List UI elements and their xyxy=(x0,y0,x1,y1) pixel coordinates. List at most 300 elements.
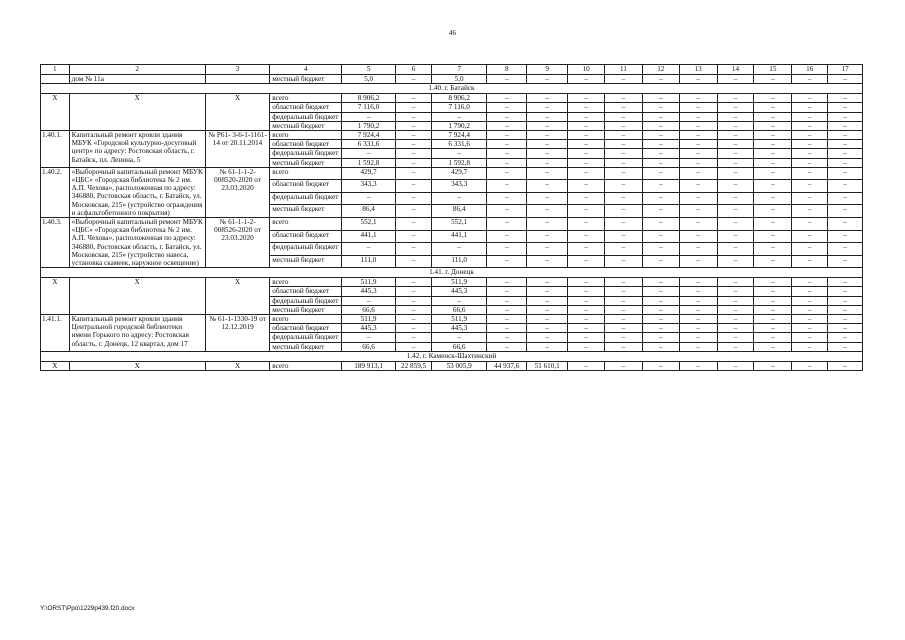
expertise-document: № Р61- 3-6-1-1161-14 от 20.11.2014 xyxy=(205,131,269,168)
cell-empty-col16: – xyxy=(792,140,828,149)
cell-empty-col10: – xyxy=(568,278,605,287)
cell-empty-col12: – xyxy=(642,230,679,243)
header-col-14: 14 xyxy=(717,65,754,75)
value-col6: – xyxy=(396,158,432,167)
cell-empty-col14: – xyxy=(717,192,754,205)
object-name: «Выборочный капитальный ремонт МБУК «ЦБС» «Городская библиотека № 2 им. А.П. Чехова», расположенная по адресу: 346880, Ростовская область, г. Батайск, ул. Московская, 215» (устройство навеса, установка скамеек, наружное освещение) xyxy=(69,218,205,268)
cell-empty-col9: – xyxy=(527,278,568,287)
cell-empty-col13: – xyxy=(679,218,717,231)
cell-empty-col14: – xyxy=(717,158,754,167)
cell-empty-col13: – xyxy=(679,205,717,218)
cell-empty-col16: – xyxy=(792,278,828,287)
cell-empty-col10: – xyxy=(568,255,605,268)
cell-empty-col15: – xyxy=(754,158,792,167)
cell-empty-col12: – xyxy=(642,180,679,193)
cell-empty-col15: – xyxy=(754,342,792,351)
cell-empty-col13: – xyxy=(679,361,717,370)
cell-empty-col16: – xyxy=(792,305,828,314)
cell-empty-col10: – xyxy=(568,205,605,218)
cell-empty-col8: – xyxy=(487,278,527,287)
value-col7: 552,1 xyxy=(432,218,487,231)
cell-empty-col16: – xyxy=(792,255,828,268)
value-col5: 552,1 xyxy=(341,218,395,231)
cell-empty-col17: – xyxy=(828,315,863,324)
cell-empty-col9: – xyxy=(527,230,568,243)
value-col5: 111,0 xyxy=(341,255,395,268)
value-col6: – xyxy=(396,131,432,140)
value-col9: 51 610,1 xyxy=(527,361,568,370)
cell-empty-col11: – xyxy=(604,149,642,158)
cell-empty-col12: – xyxy=(642,361,679,370)
cell-empty-col13: – xyxy=(679,140,717,149)
cell-empty-col9: – xyxy=(527,180,568,193)
table-row xyxy=(41,361,863,370)
value-col7: 5,0 xyxy=(432,75,487,84)
cell-x: Х xyxy=(205,278,269,315)
cell-empty-col13: – xyxy=(679,180,717,193)
value-col6: – xyxy=(396,287,432,296)
value-col7: 8 906,2 xyxy=(432,94,487,103)
cell-empty-col8: – xyxy=(487,75,527,84)
header-col-5: 5 xyxy=(341,65,395,75)
section-title: 1.40. г. Батайск xyxy=(41,84,863,94)
cell-empty-col8: – xyxy=(487,112,527,121)
cell-empty-col13: – xyxy=(679,287,717,296)
cell-empty-col10: – xyxy=(568,112,605,121)
value-col7: 7 116,0 xyxy=(432,103,487,112)
cell-empty-col17: – xyxy=(828,112,863,121)
cell-empty-col9: – xyxy=(527,243,568,256)
cell-empty-col11: – xyxy=(604,296,642,305)
header-col-16: 16 xyxy=(792,65,828,75)
cell-empty-col11: – xyxy=(604,278,642,287)
cell-empty-col8: – xyxy=(487,296,527,305)
value-col5: 511,9 xyxy=(341,278,395,287)
value-col7: – xyxy=(432,333,487,342)
cell-empty-col11: – xyxy=(604,333,642,342)
cell-empty-col14: – xyxy=(717,131,754,140)
value-col5: 7 924,4 xyxy=(341,131,395,140)
funding-source: федеральный бюджет xyxy=(270,112,342,121)
cell-empty-col11: – xyxy=(604,324,642,333)
file-path: Y:\ORST\Ppo\1229p439.f20.docx xyxy=(40,605,135,612)
value-col5: – xyxy=(341,112,395,121)
cell-empty-col10: – xyxy=(568,315,605,324)
cell-empty-col17: – xyxy=(828,255,863,268)
cell-empty-col11: – xyxy=(604,192,642,205)
cell-empty-col8: – xyxy=(487,131,527,140)
item-number: 1.40.2. xyxy=(41,167,70,217)
value-col7: 66,6 xyxy=(432,342,487,351)
section-header-row xyxy=(41,84,863,94)
cell-empty-col9: – xyxy=(527,192,568,205)
funding-source: федеральный бюджет xyxy=(270,333,342,342)
table-body xyxy=(41,65,863,371)
value-col7: 66,6 xyxy=(432,305,487,314)
funding-source: местный бюджет xyxy=(270,255,342,268)
cell-empty-col8: – xyxy=(487,218,527,231)
value-col5: 7 116,0 xyxy=(341,103,395,112)
header-row xyxy=(41,65,863,75)
cell-empty-col11: – xyxy=(604,230,642,243)
cell-empty-col12: – xyxy=(642,205,679,218)
funding-source: местный бюджет xyxy=(270,305,342,314)
value-col7: 441,1 xyxy=(432,230,487,243)
object-name: Капитальный ремонт кровли здания Центральной городской библиотеки имени Горького по адресу: Ростовская область, г. Донецк, 12 квартал, дом 17 xyxy=(69,315,205,352)
cell-empty-col15: – xyxy=(754,140,792,149)
cell-empty-col10: – xyxy=(568,103,605,112)
cell-empty-col9: – xyxy=(527,149,568,158)
funding-source: федеральный бюджет xyxy=(270,296,342,305)
cell-empty-col8: – xyxy=(487,305,527,314)
cell-empty-col12: – xyxy=(642,305,679,314)
cell-empty-col11: – xyxy=(604,112,642,121)
value-col5: 5,0 xyxy=(341,75,395,84)
cell-empty-col9: – xyxy=(527,205,568,218)
cell-empty-col16: – xyxy=(792,296,828,305)
cell-empty-col14: – xyxy=(717,255,754,268)
cell-empty-col16: – xyxy=(792,324,828,333)
cell-empty-col12: – xyxy=(642,94,679,103)
cell-empty-col16: – xyxy=(792,167,828,180)
cell-empty-col14: – xyxy=(717,287,754,296)
value-col6: – xyxy=(396,140,432,149)
cell-empty-col11: – xyxy=(604,205,642,218)
funding-source: федеральный бюджет xyxy=(270,149,342,158)
cell-empty-col17: – xyxy=(828,287,863,296)
section-header-row xyxy=(41,351,863,361)
cell-empty-col13: – xyxy=(679,278,717,287)
cell-x: Х xyxy=(41,94,70,131)
cell-empty-col11: – xyxy=(604,255,642,268)
cell-empty-col9: – xyxy=(527,315,568,324)
cell-empty-col16: – xyxy=(792,121,828,130)
cell-empty-col13: – xyxy=(679,158,717,167)
table-row xyxy=(41,167,863,180)
cell-empty-col15: – xyxy=(754,333,792,342)
cell-empty-col8: – xyxy=(487,94,527,103)
cell-empty-col16: – xyxy=(792,361,828,370)
header-col-8: 8 xyxy=(487,65,527,75)
value-col7: 53 005,9 xyxy=(432,361,487,370)
header-col-4: 4 xyxy=(270,65,342,75)
value-col5: 445,3 xyxy=(341,324,395,333)
cell-empty-col16: – xyxy=(792,218,828,231)
cell-empty-col8: – xyxy=(487,158,527,167)
value-col6: – xyxy=(396,243,432,256)
value-col5: 343,3 xyxy=(341,180,395,193)
cell-empty-col12: – xyxy=(642,103,679,112)
cell-empty-col10: – xyxy=(568,230,605,243)
cell-empty-col16: – xyxy=(792,149,828,158)
cell-x: Х xyxy=(69,278,205,315)
value-col7: 511,9 xyxy=(432,315,487,324)
cell-empty-col13: – xyxy=(679,255,717,268)
cell-empty-col11: – xyxy=(604,287,642,296)
cell-empty-col17: – xyxy=(828,192,863,205)
cell-empty-col10: – xyxy=(568,158,605,167)
cell-empty-col14: – xyxy=(717,149,754,158)
cell-empty-col16: – xyxy=(792,103,828,112)
funding-source: федеральный бюджет xyxy=(270,192,342,205)
cell-empty-col13: – xyxy=(679,305,717,314)
header-col-12: 12 xyxy=(642,65,679,75)
cell-empty-col15: – xyxy=(754,278,792,287)
table-row xyxy=(41,218,863,231)
funding-source: всего xyxy=(270,218,342,231)
cell-empty-col11: – xyxy=(604,121,642,130)
cell-empty-col9: – xyxy=(527,305,568,314)
cell-empty-col17: – xyxy=(828,305,863,314)
header-col-3: 3 xyxy=(205,65,269,75)
cell-empty-col10: – xyxy=(568,361,605,370)
cell-empty-col9: – xyxy=(527,75,568,84)
cell-empty-col13: – xyxy=(679,94,717,103)
cell-empty-col13: – xyxy=(679,149,717,158)
cell-empty-col9: – xyxy=(527,121,568,130)
cell-empty-col17: – xyxy=(828,342,863,351)
budget-table xyxy=(40,64,863,371)
cell-empty-col16: – xyxy=(792,112,828,121)
cell-empty-col10: – xyxy=(568,94,605,103)
cell-empty-col9: – xyxy=(527,255,568,268)
cell-empty-col17: – xyxy=(828,324,863,333)
cell-empty-col8: – xyxy=(487,121,527,130)
cell-empty-col17: – xyxy=(828,75,863,84)
funding-source: всего xyxy=(270,94,342,103)
value-col7: 86,4 xyxy=(432,205,487,218)
cell-empty-col14: – xyxy=(717,103,754,112)
value-col6: 22 859,5 xyxy=(396,361,432,370)
cell-empty-col11: – xyxy=(604,305,642,314)
cell-empty-col17: – xyxy=(828,333,863,342)
cell-empty-col10: – xyxy=(568,296,605,305)
cell-empty-col13: – xyxy=(679,342,717,351)
cell-empty-col8: – xyxy=(487,149,527,158)
cell-empty-col12: – xyxy=(642,333,679,342)
funding-source: областной бюджет xyxy=(270,230,342,243)
cell-empty-col10: – xyxy=(568,218,605,231)
cell-empty-col15: – xyxy=(754,180,792,193)
cell-empty-col14: – xyxy=(717,121,754,130)
cell-empty-col8: – xyxy=(487,333,527,342)
value-col5: 6 331,6 xyxy=(341,140,395,149)
cell-empty-col15: – xyxy=(754,75,792,84)
cell-x: Х xyxy=(69,361,205,370)
cell-empty-col15: – xyxy=(754,218,792,231)
value-col7: – xyxy=(432,296,487,305)
cell-empty-col8: – xyxy=(487,230,527,243)
cell-empty-col9: – xyxy=(527,103,568,112)
value-col5: 445,3 xyxy=(341,287,395,296)
value-col6: – xyxy=(396,315,432,324)
value-col5: 189 913,1 xyxy=(341,361,395,370)
cell-empty-col8: – xyxy=(487,287,527,296)
funding-source: областной бюджет xyxy=(270,140,342,149)
cell-empty-col15: – xyxy=(754,103,792,112)
value-col6: – xyxy=(396,278,432,287)
cell-empty-col15: – xyxy=(754,361,792,370)
cell-empty-col11: – xyxy=(604,315,642,324)
cell-empty-col8: – xyxy=(487,192,527,205)
cell-empty-col9: – xyxy=(527,131,568,140)
value-col6: – xyxy=(396,205,432,218)
cell-empty-col9: – xyxy=(527,158,568,167)
cell-empty-col10: – xyxy=(568,342,605,351)
value-col7: 1 790,2 xyxy=(432,121,487,130)
cell-empty-col14: – xyxy=(717,296,754,305)
cell-empty-col10: – xyxy=(568,180,605,193)
table-row xyxy=(41,131,863,140)
cell-empty-col11: – xyxy=(604,342,642,351)
value-col7: 1 592,8 xyxy=(432,158,487,167)
cell-empty-col12: – xyxy=(642,342,679,351)
cell-empty-col12: – xyxy=(642,243,679,256)
cell-empty-col12: – xyxy=(642,149,679,158)
cell-empty-col15: – xyxy=(754,296,792,305)
cell-empty-col9: – xyxy=(527,94,568,103)
cell-empty-col13: – xyxy=(679,75,717,84)
cell-empty-col15: – xyxy=(754,149,792,158)
cell-empty-col10: – xyxy=(568,333,605,342)
cell-empty-col14: – xyxy=(717,180,754,193)
cell-empty-col16: – xyxy=(792,243,828,256)
value-col7: – xyxy=(432,112,487,121)
cell-empty-col13: – xyxy=(679,296,717,305)
funding-source: всего xyxy=(270,131,342,140)
value-col5: – xyxy=(341,149,395,158)
funding-source: местный бюджет xyxy=(270,158,342,167)
cell-empty-col15: – xyxy=(754,287,792,296)
cell-empty-col17: – xyxy=(828,180,863,193)
cell-empty-col17: – xyxy=(828,296,863,305)
cell-empty-col13: – xyxy=(679,333,717,342)
value-col6: – xyxy=(396,192,432,205)
value-col7: 111,0 xyxy=(432,255,487,268)
value-col7: 6 331,6 xyxy=(432,140,487,149)
header-col-11: 11 xyxy=(604,65,642,75)
value-col5: 511,9 xyxy=(341,315,395,324)
cell-empty-col9: – xyxy=(527,140,568,149)
cell-empty-col16: – xyxy=(792,287,828,296)
cell-empty-col16: – xyxy=(792,315,828,324)
cell-empty-col17: – xyxy=(828,121,863,130)
value-col8: 44 937,6 xyxy=(487,361,527,370)
cell-empty-col11: – xyxy=(604,94,642,103)
cell-empty-col17: – xyxy=(828,361,863,370)
cell-empty-col13: – xyxy=(679,167,717,180)
cell-empty-col16: – xyxy=(792,192,828,205)
cell-empty-col10: – xyxy=(568,287,605,296)
cell-empty-col10: – xyxy=(568,192,605,205)
section-title: 1.41. г. Донецк xyxy=(41,268,863,278)
value-col7: 445,3 xyxy=(432,324,487,333)
cell-empty-col15: – xyxy=(754,112,792,121)
cell-empty-col13: – xyxy=(679,103,717,112)
funding-source: областной бюджет xyxy=(270,103,342,112)
cell-empty-col15: – xyxy=(754,205,792,218)
value-col7: 343,3 xyxy=(432,180,487,193)
cell-x: Х xyxy=(41,361,70,370)
cell-empty-col16: – xyxy=(792,158,828,167)
cell-empty-col16: – xyxy=(792,230,828,243)
cell-empty-col14: – xyxy=(717,333,754,342)
cell-empty-col9: – xyxy=(527,324,568,333)
value-col5: 66,6 xyxy=(341,305,395,314)
cell-empty-col14: – xyxy=(717,230,754,243)
value-col6: – xyxy=(396,333,432,342)
cell-x: Х xyxy=(205,361,269,370)
cell-empty-col17: – xyxy=(828,131,863,140)
cell-empty-col17: – xyxy=(828,158,863,167)
cell-empty-col9: – xyxy=(527,342,568,351)
cell-empty-col12: – xyxy=(642,287,679,296)
cell-empty-col9: – xyxy=(527,218,568,231)
cell-empty-col9: – xyxy=(527,287,568,296)
cell-empty-col13: – xyxy=(679,192,717,205)
table-row xyxy=(41,278,863,287)
value-col7: 511,9 xyxy=(432,278,487,287)
cell-empty-col8: – xyxy=(487,167,527,180)
cell-empty-col8: – xyxy=(487,205,527,218)
funding-source: федеральный бюджет xyxy=(270,243,342,256)
value-col5: 8 906,2 xyxy=(341,94,395,103)
cell-empty-col11: – xyxy=(604,140,642,149)
cell-empty-col10: – xyxy=(568,131,605,140)
value-col6: – xyxy=(396,230,432,243)
cell-empty-col14: – xyxy=(717,167,754,180)
table-row xyxy=(41,75,863,84)
section-header-row xyxy=(41,268,863,278)
value-col5: 1 790,2 xyxy=(341,121,395,130)
cell-empty-col15: – xyxy=(754,94,792,103)
cell-empty-col17: – xyxy=(828,278,863,287)
cell-empty-col8: – xyxy=(487,180,527,193)
table-row xyxy=(41,94,863,103)
cell-empty-col16: – xyxy=(792,342,828,351)
cell-empty-col8: – xyxy=(487,243,527,256)
funding-source: местный бюджет xyxy=(270,205,342,218)
cell-empty-col12: – xyxy=(642,121,679,130)
value-col7: 445,3 xyxy=(432,287,487,296)
value-col5: 441,1 xyxy=(341,230,395,243)
cell-empty-col13: – xyxy=(679,324,717,333)
cell-empty-col13: – xyxy=(679,230,717,243)
cell-empty-col14: – xyxy=(717,342,754,351)
cell-empty-col15: – xyxy=(754,131,792,140)
funding-source: всего xyxy=(270,278,342,287)
cell-empty-col12: – xyxy=(642,131,679,140)
cell-doc xyxy=(205,75,269,84)
cell-empty-col11: – xyxy=(604,131,642,140)
cell-empty-col14: – xyxy=(717,324,754,333)
cell-empty-col13: – xyxy=(679,315,717,324)
section-title: 1.42. г. Каменск-Шахтинский xyxy=(41,351,863,361)
cell-empty-col10: – xyxy=(568,305,605,314)
cell-empty-col12: – xyxy=(642,324,679,333)
cell-x: Х xyxy=(41,278,70,315)
cell-empty-col12: – xyxy=(642,296,679,305)
cell-empty-col14: – xyxy=(717,243,754,256)
value-col6: – xyxy=(396,180,432,193)
cell-empty-col15: – xyxy=(754,192,792,205)
cell-empty-col16: – xyxy=(792,333,828,342)
cell-empty-col9: – xyxy=(527,333,568,342)
cell-empty-col9: – xyxy=(527,167,568,180)
value-col6: – xyxy=(396,75,432,84)
cell-empty-col11: – xyxy=(604,361,642,370)
cell-empty-col12: – xyxy=(642,255,679,268)
